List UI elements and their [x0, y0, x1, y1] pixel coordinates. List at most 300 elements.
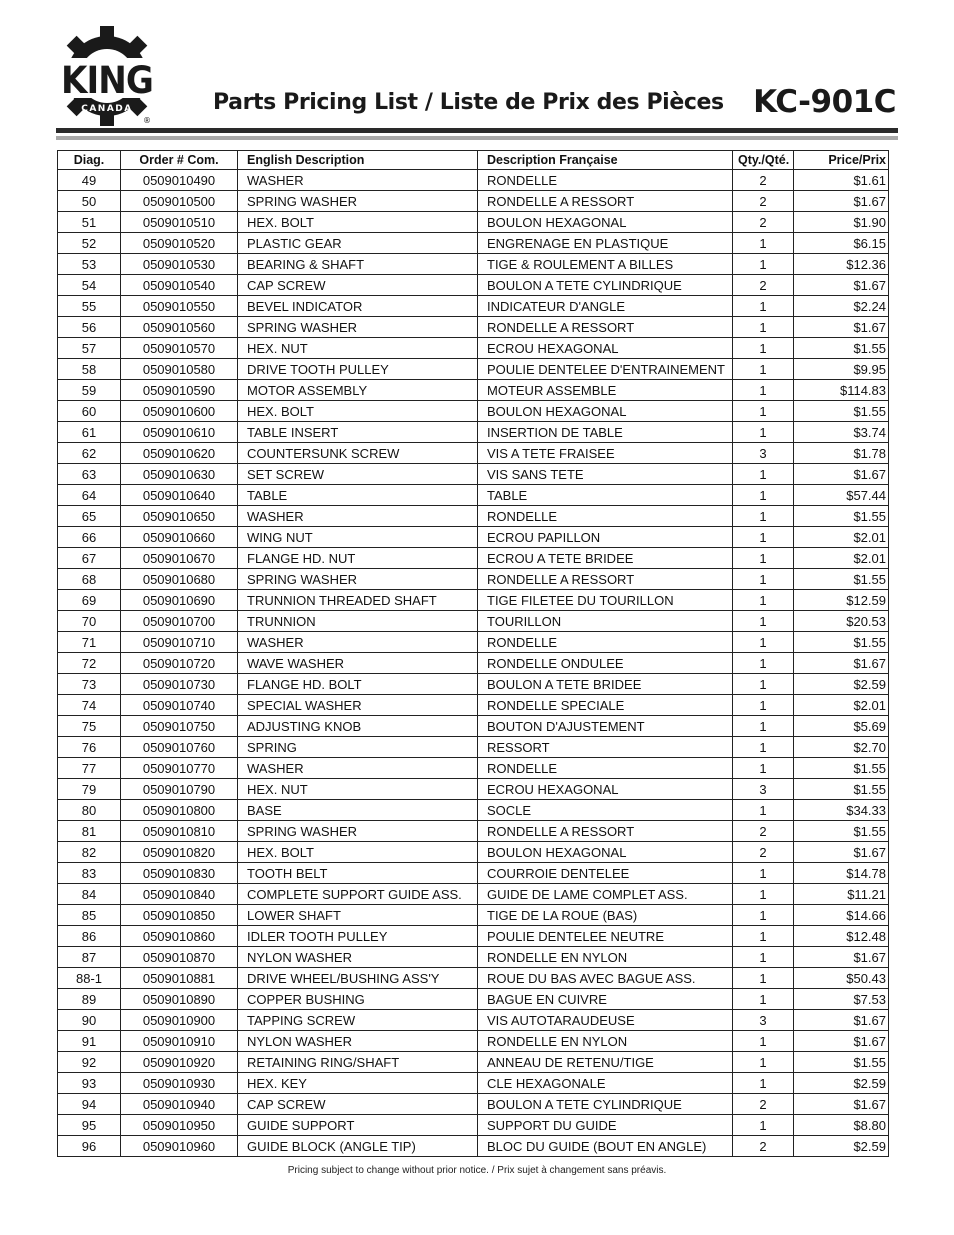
- french-description-cell: RONDELLE SPECIALE: [478, 695, 733, 716]
- order-number-cell: 0509010530: [121, 254, 238, 275]
- english-description-cell: SPRING: [238, 737, 478, 758]
- order-number-cell: 0509010840: [121, 884, 238, 905]
- table-row: [58, 716, 889, 737]
- diag-cell: 87: [58, 947, 121, 968]
- french-description-cell: COURROIE DENTELEE: [478, 863, 733, 884]
- table-row: [58, 926, 889, 947]
- diag-cell: 51: [58, 212, 121, 233]
- table-row: [58, 737, 889, 758]
- order-number-cell: 0509010540: [121, 275, 238, 296]
- order-number-cell: 0509010881: [121, 968, 238, 989]
- table-row: [58, 338, 889, 359]
- price-cell: $1.78: [794, 443, 889, 464]
- english-description-cell: SPRING WASHER: [238, 317, 478, 338]
- table-row: [58, 1010, 889, 1031]
- diag-cell: 67: [58, 548, 121, 569]
- qty-cell: 1: [733, 926, 794, 947]
- french-description-cell: RONDELLE A RESSORT: [478, 821, 733, 842]
- qty-cell: 2: [733, 821, 794, 842]
- qty-cell: 1: [733, 485, 794, 506]
- diag-cell: 90: [58, 1010, 121, 1031]
- english-description-cell: COPPER BUSHING: [238, 989, 478, 1010]
- table-row: [58, 485, 889, 506]
- english-description-cell: SPRING WASHER: [238, 191, 478, 212]
- diag-cell: 49: [58, 170, 121, 191]
- qty-cell: 1: [733, 233, 794, 254]
- qty-cell: 1: [733, 905, 794, 926]
- french-description-cell: ECROU HEXAGONAL: [478, 779, 733, 800]
- table-row: [58, 422, 889, 443]
- french-description-cell: MOTEUR ASSEMBLE: [478, 380, 733, 401]
- english-description-cell: DRIVE TOOTH PULLEY: [238, 359, 478, 380]
- diag-cell: 89: [58, 989, 121, 1010]
- qty-cell: 2: [733, 1136, 794, 1157]
- price-cell: $9.95: [794, 359, 889, 380]
- price-cell: $1.67: [794, 1094, 889, 1115]
- english-description-cell: TRUNNION: [238, 611, 478, 632]
- table-row: [58, 779, 889, 800]
- logo-king-text: KING: [61, 59, 153, 102]
- table-row: [58, 443, 889, 464]
- diag-cell: 86: [58, 926, 121, 947]
- french-description-cell: RONDELLE EN NYLON: [478, 1031, 733, 1052]
- english-description-cell: WING NUT: [238, 527, 478, 548]
- french-description-cell: TOURILLON: [478, 611, 733, 632]
- order-number-cell: 0509010930: [121, 1073, 238, 1094]
- qty-cell: 1: [733, 737, 794, 758]
- qty-cell: 1: [733, 380, 794, 401]
- qty-cell: 2: [733, 212, 794, 233]
- english-description-cell: WASHER: [238, 758, 478, 779]
- french-description-cell: BLOC DU GUIDE (BOUT EN ANGLE): [478, 1136, 733, 1157]
- order-number-cell: 0509010950: [121, 1115, 238, 1136]
- price-cell: $2.01: [794, 695, 889, 716]
- order-number-cell: 0509010870: [121, 947, 238, 968]
- qty-cell: 3: [733, 1010, 794, 1031]
- diag-cell: 94: [58, 1094, 121, 1115]
- table-row: [58, 548, 889, 569]
- table-row: [58, 275, 889, 296]
- table-row: [58, 674, 889, 695]
- price-cell: $2.59: [794, 674, 889, 695]
- french-description-cell: POULIE DENTELEE D'ENTRAINEMENT: [478, 359, 733, 380]
- price-cell: $1.55: [794, 1052, 889, 1073]
- french-description-cell: TIGE DE LA ROUE (BAS): [478, 905, 733, 926]
- qty-cell: 1: [733, 695, 794, 716]
- diag-cell: 62: [58, 443, 121, 464]
- order-number-cell: 0509010740: [121, 695, 238, 716]
- english-description-cell: HEX. NUT: [238, 338, 478, 359]
- qty-cell: 1: [733, 1052, 794, 1073]
- qty-cell: 1: [733, 674, 794, 695]
- english-description-cell: LOWER SHAFT: [238, 905, 478, 926]
- order-number-cell: 0509010820: [121, 842, 238, 863]
- french-description-cell: RONDELLE A RESSORT: [478, 317, 733, 338]
- english-description-cell: SET SCREW: [238, 464, 478, 485]
- column-header-english: English Description: [238, 151, 478, 170]
- price-cell: $1.67: [794, 947, 889, 968]
- diag-cell: 95: [58, 1115, 121, 1136]
- english-description-cell: HEX. NUT: [238, 779, 478, 800]
- english-description-cell: FLANGE HD. NUT: [238, 548, 478, 569]
- qty-cell: 1: [733, 632, 794, 653]
- price-cell: $1.55: [794, 758, 889, 779]
- english-description-cell: SPRING WASHER: [238, 821, 478, 842]
- english-description-cell: BEVEL INDICATOR: [238, 296, 478, 317]
- table-row: [58, 863, 889, 884]
- diag-cell: 57: [58, 338, 121, 359]
- order-number-cell: 0509010750: [121, 716, 238, 737]
- english-description-cell: SPECIAL WASHER: [238, 695, 478, 716]
- table-row: [58, 359, 889, 380]
- order-number-cell: 0509010940: [121, 1094, 238, 1115]
- table-row: [58, 947, 889, 968]
- qty-cell: 1: [733, 464, 794, 485]
- price-cell: $1.67: [794, 275, 889, 296]
- diag-cell: 58: [58, 359, 121, 380]
- english-description-cell: NYLON WASHER: [238, 1031, 478, 1052]
- order-number-cell: 0509010620: [121, 443, 238, 464]
- table-row: [58, 695, 889, 716]
- english-description-cell: CAP SCREW: [238, 1094, 478, 1115]
- english-description-cell: MOTOR ASSEMBLY: [238, 380, 478, 401]
- french-description-cell: BOULON A TETE CYLINDRIQUE: [478, 1094, 733, 1115]
- french-description-cell: POULIE DENTELEE NEUTRE: [478, 926, 733, 947]
- column-header-qty: Qty./Qté.: [733, 151, 794, 170]
- english-description-cell: GUIDE BLOCK (ANGLE TIP): [238, 1136, 478, 1157]
- french-description-cell: RONDELLE ONDULEE: [478, 653, 733, 674]
- column-header-price: Price/Prix: [794, 151, 889, 170]
- english-description-cell: SPRING WASHER: [238, 569, 478, 590]
- logo-canada-text: CANADA: [81, 104, 133, 114]
- qty-cell: 1: [733, 506, 794, 527]
- table-row: [58, 1136, 889, 1157]
- qty-cell: 1: [733, 527, 794, 548]
- french-description-cell: CLE HEXAGONALE: [478, 1073, 733, 1094]
- order-number-cell: 0509010800: [121, 800, 238, 821]
- header-divider-dark: [56, 128, 898, 133]
- order-number-cell: 0509010850: [121, 905, 238, 926]
- french-description-cell: RONDELLE: [478, 632, 733, 653]
- qty-cell: 1: [733, 1073, 794, 1094]
- price-cell: $7.53: [794, 989, 889, 1010]
- french-description-cell: SOCLE: [478, 800, 733, 821]
- order-number-cell: 0509010920: [121, 1052, 238, 1073]
- order-number-cell: 0509010600: [121, 401, 238, 422]
- price-cell: $1.67: [794, 653, 889, 674]
- english-description-cell: TABLE INSERT: [238, 422, 478, 443]
- english-description-cell: TABLE: [238, 485, 478, 506]
- french-description-cell: ROUE DU BAS AVEC BAGUE ASS.: [478, 968, 733, 989]
- french-description-cell: RONDELLE: [478, 170, 733, 191]
- qty-cell: 1: [733, 968, 794, 989]
- parts-pricing-table: [57, 150, 889, 1157]
- table-row: [58, 842, 889, 863]
- qty-cell: 1: [733, 338, 794, 359]
- qty-cell: 1: [733, 716, 794, 737]
- price-cell: $1.55: [794, 569, 889, 590]
- qty-cell: 1: [733, 317, 794, 338]
- table-row: [58, 968, 889, 989]
- english-description-cell: DRIVE WHEEL/BUSHING ASS'Y: [238, 968, 478, 989]
- table-row: [58, 632, 889, 653]
- price-cell: $14.66: [794, 905, 889, 926]
- table-row: [58, 401, 889, 422]
- french-description-cell: SUPPORT DU GUIDE: [478, 1115, 733, 1136]
- english-description-cell: TOOTH BELT: [238, 863, 478, 884]
- qty-cell: 2: [733, 1094, 794, 1115]
- qty-cell: 1: [733, 569, 794, 590]
- qty-cell: 1: [733, 590, 794, 611]
- diag-cell: 96: [58, 1136, 121, 1157]
- price-cell: $2.59: [794, 1136, 889, 1157]
- order-number-cell: 0509010520: [121, 233, 238, 254]
- price-cell: $2.01: [794, 548, 889, 569]
- diag-cell: 65: [58, 506, 121, 527]
- order-number-cell: 0509010590: [121, 380, 238, 401]
- french-description-cell: RESSORT: [478, 737, 733, 758]
- price-cell: $12.36: [794, 254, 889, 275]
- page-title: Parts Pricing List / Liste de Prix des Pièces: [213, 90, 724, 115]
- price-cell: $14.78: [794, 863, 889, 884]
- qty-cell: 2: [733, 275, 794, 296]
- price-cell: $2.24: [794, 296, 889, 317]
- french-description-cell: BOULON A TETE BRIDEE: [478, 674, 733, 695]
- order-number-cell: 0509010790: [121, 779, 238, 800]
- order-number-cell: 0509010560: [121, 317, 238, 338]
- price-cell: $8.80: [794, 1115, 889, 1136]
- english-description-cell: HEX. BOLT: [238, 212, 478, 233]
- table-row: [58, 1031, 889, 1052]
- table-row: [58, 590, 889, 611]
- diag-cell: 93: [58, 1073, 121, 1094]
- diag-cell: 61: [58, 422, 121, 443]
- price-cell: $3.74: [794, 422, 889, 443]
- french-description-cell: BOUTON D'AJUSTEMENT: [478, 716, 733, 737]
- price-cell: $34.33: [794, 800, 889, 821]
- order-number-cell: 0509010720: [121, 653, 238, 674]
- qty-cell: 1: [733, 422, 794, 443]
- order-number-cell: 0509010510: [121, 212, 238, 233]
- qty-cell: 1: [733, 863, 794, 884]
- french-description-cell: TIGE FILETEE DU TOURILLON: [478, 590, 733, 611]
- diag-cell: 54: [58, 275, 121, 296]
- diag-cell: 50: [58, 191, 121, 212]
- diag-cell: 56: [58, 317, 121, 338]
- diag-cell: 92: [58, 1052, 121, 1073]
- table-row: [58, 212, 889, 233]
- qty-cell: 1: [733, 884, 794, 905]
- english-description-cell: WAVE WASHER: [238, 653, 478, 674]
- price-cell: $1.67: [794, 842, 889, 863]
- diag-cell: 80: [58, 800, 121, 821]
- diag-cell: 83: [58, 863, 121, 884]
- french-description-cell: BAGUE EN CUIVRE: [478, 989, 733, 1010]
- qty-cell: 1: [733, 611, 794, 632]
- order-number-cell: 0509010700: [121, 611, 238, 632]
- diag-cell: 53: [58, 254, 121, 275]
- diag-cell: 81: [58, 821, 121, 842]
- price-cell: $50.43: [794, 968, 889, 989]
- price-cell: $1.55: [794, 401, 889, 422]
- table-row: [58, 821, 889, 842]
- qty-cell: 2: [733, 842, 794, 863]
- diag-cell: 52: [58, 233, 121, 254]
- qty-cell: 3: [733, 443, 794, 464]
- price-cell: $1.55: [794, 506, 889, 527]
- english-description-cell: NYLON WASHER: [238, 947, 478, 968]
- table-row: [58, 1052, 889, 1073]
- header-divider-light: [56, 136, 898, 140]
- french-description-cell: GUIDE DE LAME COMPLET ASS.: [478, 884, 733, 905]
- french-description-cell: INSERTION DE TABLE: [478, 422, 733, 443]
- qty-cell: 1: [733, 1031, 794, 1052]
- french-description-cell: RONDELLE EN NYLON: [478, 947, 733, 968]
- diag-cell: 73: [58, 674, 121, 695]
- french-description-cell: VIS SANS TETE: [478, 464, 733, 485]
- price-cell: $2.70: [794, 737, 889, 758]
- french-description-cell: BOULON A TETE CYLINDRIQUE: [478, 275, 733, 296]
- order-number-cell: 0509010500: [121, 191, 238, 212]
- french-description-cell: RONDELLE: [478, 506, 733, 527]
- french-description-cell: ECROU PAPILLON: [478, 527, 733, 548]
- french-description-cell: RONDELLE A RESSORT: [478, 569, 733, 590]
- order-number-cell: 0509010890: [121, 989, 238, 1010]
- french-description-cell: RONDELLE: [478, 758, 733, 779]
- price-cell: $114.83: [794, 380, 889, 401]
- qty-cell: 1: [733, 989, 794, 1010]
- diag-cell: 71: [58, 632, 121, 653]
- diag-cell: 77: [58, 758, 121, 779]
- order-number-cell: 0509010830: [121, 863, 238, 884]
- price-cell: $1.55: [794, 338, 889, 359]
- price-cell: $2.01: [794, 527, 889, 548]
- english-description-cell: BEARING & SHAFT: [238, 254, 478, 275]
- table-row: [58, 296, 889, 317]
- diag-cell: 79: [58, 779, 121, 800]
- diag-cell: 88-1: [58, 968, 121, 989]
- table-row: [58, 758, 889, 779]
- registered-mark: ®: [143, 116, 151, 125]
- diag-cell: 85: [58, 905, 121, 926]
- table-row: [58, 380, 889, 401]
- diag-cell: 60: [58, 401, 121, 422]
- price-cell: $1.67: [794, 464, 889, 485]
- order-number-cell: 0509010900: [121, 1010, 238, 1031]
- column-header-french: Description Française: [478, 151, 733, 170]
- diag-cell: 59: [58, 380, 121, 401]
- qty-cell: 1: [733, 359, 794, 380]
- english-description-cell: ADJUSTING KNOB: [238, 716, 478, 737]
- column-header-diag: Diag.: [58, 151, 121, 170]
- english-description-cell: WASHER: [238, 170, 478, 191]
- order-number-cell: 0509010770: [121, 758, 238, 779]
- qty-cell: 2: [733, 191, 794, 212]
- diag-cell: 55: [58, 296, 121, 317]
- english-description-cell: IDLER TOOTH PULLEY: [238, 926, 478, 947]
- english-description-cell: HEX. BOLT: [238, 842, 478, 863]
- price-cell: $1.55: [794, 779, 889, 800]
- qty-cell: 1: [733, 548, 794, 569]
- price-cell: $1.61: [794, 170, 889, 191]
- qty-cell: 1: [733, 947, 794, 968]
- price-cell: $1.67: [794, 317, 889, 338]
- price-cell: $5.69: [794, 716, 889, 737]
- table-row: [58, 611, 889, 632]
- order-number-cell: 0509010730: [121, 674, 238, 695]
- diag-cell: 64: [58, 485, 121, 506]
- order-number-cell: 0509010630: [121, 464, 238, 485]
- pricing-disclaimer: Pricing subject to change without prior notice. / Prix sujet à changement sans préavis.: [287, 1165, 667, 1176]
- qty-cell: 1: [733, 296, 794, 317]
- french-description-cell: RONDELLE A RESSORT: [478, 191, 733, 212]
- order-number-cell: 0509010570: [121, 338, 238, 359]
- diag-cell: 68: [58, 569, 121, 590]
- english-description-cell: WASHER: [238, 632, 478, 653]
- qty-cell: 3: [733, 779, 794, 800]
- english-description-cell: HEX. KEY: [238, 1073, 478, 1094]
- gear-logo-icon: [58, 24, 156, 128]
- price-cell: $57.44: [794, 485, 889, 506]
- table-row: [58, 1073, 889, 1094]
- qty-cell: 1: [733, 401, 794, 422]
- price-cell: $11.21: [794, 884, 889, 905]
- french-description-cell: ECROU HEXAGONAL: [478, 338, 733, 359]
- order-number-cell: 0509010640: [121, 485, 238, 506]
- price-cell: $12.48: [794, 926, 889, 947]
- english-description-cell: PLASTIC GEAR: [238, 233, 478, 254]
- french-description-cell: TIGE & ROULEMENT A BILLES: [478, 254, 733, 275]
- order-number-cell: 0509010910: [121, 1031, 238, 1052]
- table-row: [58, 527, 889, 548]
- french-description-cell: ENGRENAGE EN PLASTIQUE: [478, 233, 733, 254]
- table-row: [58, 884, 889, 905]
- qty-cell: 1: [733, 1115, 794, 1136]
- french-description-cell: ANNEAU DE RETENU/TIGE: [478, 1052, 733, 1073]
- price-cell: $6.15: [794, 233, 889, 254]
- order-number-cell: 0509010810: [121, 821, 238, 842]
- french-description-cell: BOULON HEXAGONAL: [478, 401, 733, 422]
- order-number-cell: 0509010690: [121, 590, 238, 611]
- table-row: [58, 989, 889, 1010]
- french-description-cell: VIS AUTOTARAUDEUSE: [478, 1010, 733, 1031]
- order-number-cell: 0509010490: [121, 170, 238, 191]
- column-header-order: Order # Com.: [121, 151, 238, 170]
- french-description-cell: INDICATEUR D'ANGLE: [478, 296, 733, 317]
- diag-cell: 76: [58, 737, 121, 758]
- english-description-cell: TRUNNION THREADED SHAFT: [238, 590, 478, 611]
- price-cell: $1.55: [794, 632, 889, 653]
- diag-cell: 84: [58, 884, 121, 905]
- english-description-cell: FLANGE HD. BOLT: [238, 674, 478, 695]
- english-description-cell: CAP SCREW: [238, 275, 478, 296]
- table-row: [58, 506, 889, 527]
- table-row: [58, 569, 889, 590]
- table-row: [58, 464, 889, 485]
- qty-cell: 1: [733, 800, 794, 821]
- french-description-cell: ECROU A TETE BRIDEE: [478, 548, 733, 569]
- order-number-cell: 0509010650: [121, 506, 238, 527]
- diag-cell: 72: [58, 653, 121, 674]
- english-description-cell: RETAINING RING/SHAFT: [238, 1052, 478, 1073]
- english-description-cell: WASHER: [238, 506, 478, 527]
- table-row: [58, 905, 889, 926]
- english-description-cell: TAPPING SCREW: [238, 1010, 478, 1031]
- order-number-cell: 0509010610: [121, 422, 238, 443]
- diag-cell: 69: [58, 590, 121, 611]
- diag-cell: 74: [58, 695, 121, 716]
- diag-cell: 91: [58, 1031, 121, 1052]
